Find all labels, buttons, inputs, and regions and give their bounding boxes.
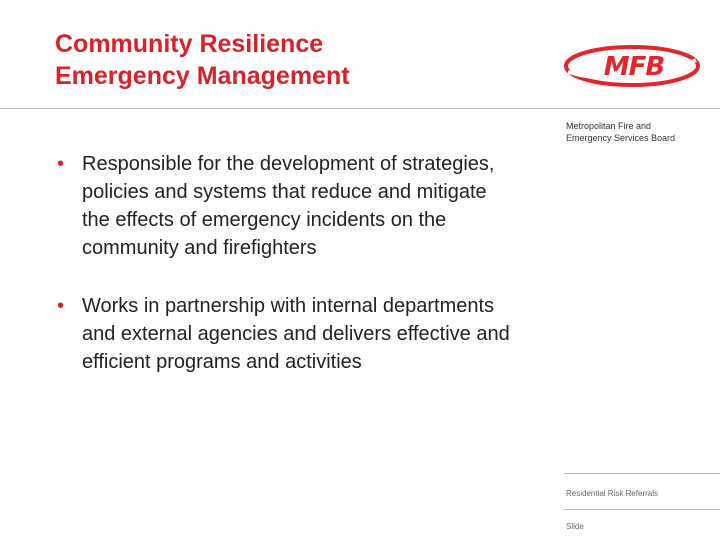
slide-title [55,28,350,92]
footer-divider [564,473,720,474]
bullet-item [57,150,512,262]
organization-name [566,120,716,144]
logo-text: MFB [603,52,665,82]
slide-title-line-1: Community Resilience [55,30,324,58]
mfb-logo [562,44,702,88]
bullet-text: Works in partnership with internal departments and external agencies and delivers effective and efficient programs and activities [82,295,510,373]
title-divider [0,108,720,109]
footer-divider [564,509,720,510]
footer-slide-label: Slide [566,522,584,531]
organization-line-1: Metropolitan Fire and [566,121,652,131]
bullet-text: Responsible for the development of strategies, policies and systems that reduce and mitigate the effects of emergency incidents on the community and firefighters [82,153,495,259]
slide-title-line-2: Emergency Management [55,62,350,90]
bullet-marker: • [57,153,65,175]
bullet-list [57,150,512,376]
footer-section-label: Residential Risk Referrals [566,489,659,498]
bullet-item [57,292,512,376]
organization-line-2: Emergency Services Board [566,133,676,143]
bullet-marker: • [57,295,65,317]
